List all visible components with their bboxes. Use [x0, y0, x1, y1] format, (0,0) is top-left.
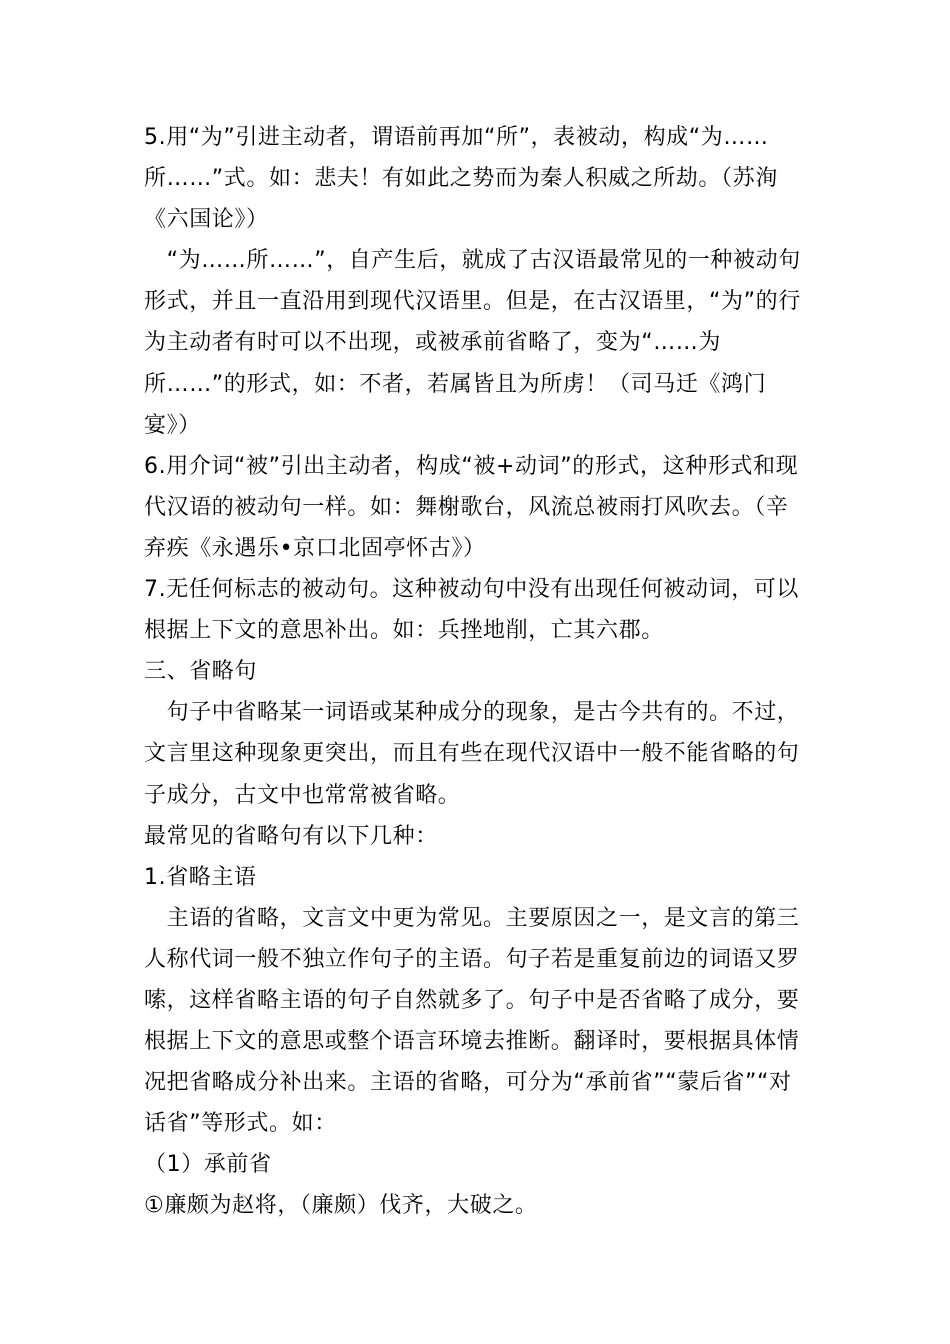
subheading-omit-subject: 1.省略主语 [144, 864, 257, 890]
subheading-cheng-qian-sheng: （1）承前省 [144, 1152, 272, 1178]
section-heading-ellipsis: 三、省略句 [144, 659, 258, 685]
paragraph-ellipsis-types: 最常见的省略句有以下几种： [144, 823, 438, 849]
paragraph-passive-wei-suo: 5.用“为”引进主动者，谓语前再加“所”，表被动，构成“为……所……”式。如：悲夫！有如此之势而为秦人积威之所劫。（苏洵《六国论》） [144, 125, 778, 233]
paragraph-omit-subject-explanation: 主语的省略，文言文中更为常见。主要原因之一，是文言的第三人称代词一般不独立作句子的主语。句子若是重复前边的词语又罗嗦，这样省略主语的句子自然就多了。句子中是否省略了成分，要根据上下文的意思或整个语言环境去推断。翻译时，要根据具体情况把省略成分补出来。主语的省略，可分为“承前省”“蒙后省”“对话省”等形式。如： [144, 905, 800, 1137]
paragraph-passive-bei: 6.用介词“被”引出主动者，构成“被+动词”的形式，这种形式和现代汉语的被动句一样。如：舞榭歌台，风流总被雨打风吹去。（辛弃疾《永遇乐•京口北固亭怀古》） [144, 453, 799, 561]
document-body [144, 117, 810, 1227]
paragraph-wei-suo-explanation: “为……所……”，自产生后，就成了古汉语最常见的一种被动句形式，并且一直沿用到现代汉语里。但是，在古汉语里，“为”的行为主动者有时可以不出现，或被承前省略了，变为“……为所……”的形式，如：不者，若属皆且为所虏！（司马迁《鸿门宴》） [144, 248, 801, 438]
paragraph-passive-unmarked: 7.无任何标志的被动句。这种被动句中没有出现任何被动词，可以根据上下文的意思补出。如：兵挫地削，亡其六郡。 [144, 577, 799, 644]
paragraph-ellipsis-intro: 句子中省略某一词语或某种成分的现象，是古今共有的。不过，文言里这种现象更突出，而且有些在现代汉语中一般不能省略的句子成分，古文中也常常被省略。 [144, 700, 800, 808]
example-lian-po: ①廉颇为赵将，（廉颇）伐齐，大破之。 [144, 1193, 538, 1219]
